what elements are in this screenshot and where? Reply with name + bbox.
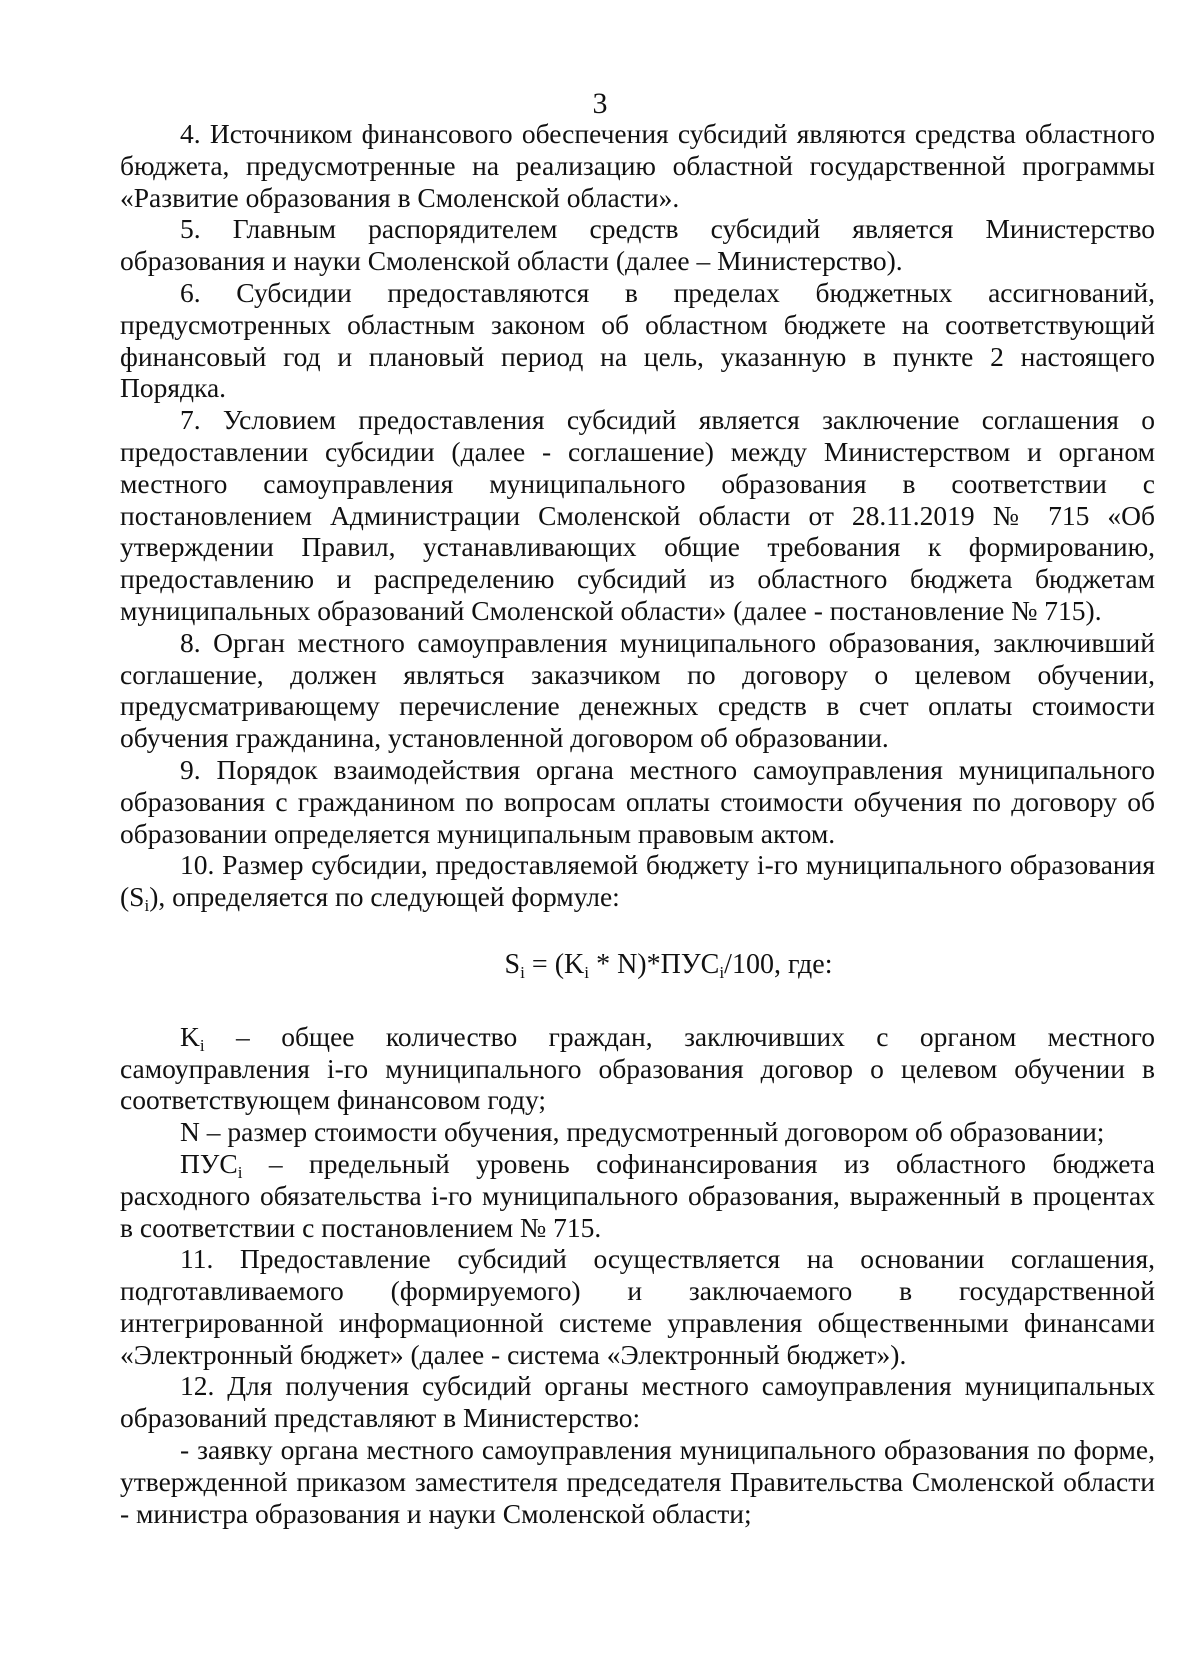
subsidy-formula	[182, 949, 1155, 981]
formula-s: S	[504, 948, 521, 980]
definition-k-text: – общее количество граждан, заключивших с органом местного самоуправления i-го муниципального образования договор о целевом обучении в соответствующем финансовом году;	[120, 1020, 1155, 1116]
formula-k-subscript: i	[584, 962, 590, 982]
definition-k-symbol: K	[180, 1020, 200, 1052]
definition-pus	[120, 1148, 1155, 1243]
formula-open: = (K	[524, 948, 585, 980]
definition-pus-symbol: ПУС	[180, 1147, 238, 1179]
formula-pus-subscript: i	[719, 962, 725, 982]
formula-s-subscript: i	[520, 962, 525, 982]
formula-middle: * N)*ПУС	[589, 948, 720, 980]
paragraph-7: 7. Условием предоставления субсидий является заключение соглашения о предоставлении субсидии (далее - соглашение) между Министерством и органом местного самоуправления муниципального образования в соответствии с постановлением Администрации Смоленской области от 28.11.2019 № 715 «Об утверждении Правил, устанавливающих общие требования к формированию, предоставлению и распределению субсидий из областного бюджета бюджетам муниципальных образований Смоленской области» (далее - постановление № 715).	[120, 404, 1155, 626]
definition-k	[120, 1021, 1155, 1116]
paragraph-4: 4. Источником финансового обеспечения субсидий являются средства областного бюджета, предусмотренные на реализацию областной государственной программы «Развитие образования в Смоленской области».	[120, 118, 1155, 213]
paragraph-12-item: - заявку органа местного самоуправления муниципального образования по форме, утвержденной приказом заместителя председателя Правительства Смоленской области - министра образования и науки Смоленской области;	[120, 1434, 1155, 1529]
paragraph-5: 5. Главным распорядителем средств субсидий является Министерство образования и науки Смоленской области (далее – Министерство).	[120, 213, 1155, 277]
definition-pus-subscript: i	[237, 1162, 243, 1182]
formula-tail: /100, где:	[724, 948, 833, 980]
paragraph-8: 8. Орган местного самоуправления муниципального образования, заключивший соглашение, должен являться заказчиком по договору о целевом обучении, предусматривающему перечисление денежных средств в счет оплаты стоимости обучения гражданина, установленной договором об образовании.	[120, 626, 1155, 754]
definition-k-subscript: i	[199, 1035, 205, 1055]
paragraph-6: 6. Субсидии предоставляются в пределах бюджетных ассигнований, предусмотренных областным законом об областном бюджете на соответствующий финансовый год и плановый период на цель, указанную в пункте 2 настоящего Порядка.	[120, 276, 1155, 404]
paragraph-10	[120, 849, 1155, 913]
paragraph-9: 9. Порядок взаимодействия органа местного самоуправления муниципального образования с гражданином по вопросам оплаты стоимости обучения по договору об образовании определяется муниципальным правовым актом.	[120, 753, 1155, 849]
paragraph-10-text-start: 10. Размер субсидии, предоставляемой бюджету i-го муниципального образования (S	[120, 849, 1155, 913]
paragraph-10-subscript: i	[144, 895, 150, 915]
definition-n: N – размер стоимости обучения, предусмотренный договором об образовании;	[180, 1116, 1105, 1148]
page-number: 3	[592, 87, 608, 120]
paragraph-12: 12. Для получения субсидий органы местного самоуправления муниципальных образований представляют в Министерство:	[120, 1370, 1155, 1434]
paragraph-11: 11. Предоставление субсидий осуществляется на основании соглашения, подготавливаемого (формируемого) и заключаемого в государственной интегрированной информационной системе управления общественными финансами «Электронный бюджет» (далее - система «Электронный бюджет»).	[120, 1243, 1155, 1370]
document-body	[120, 118, 1155, 1529]
definition-pus-text: – предельный уровень софинансирования из областного бюджета расходного обязательства i-го муниципального образования, выраженный в процентах в соответствии с постановлением № 715.	[120, 1147, 1155, 1243]
paragraph-10-text-end: ), определяется по следующей формуле:	[149, 881, 620, 913]
